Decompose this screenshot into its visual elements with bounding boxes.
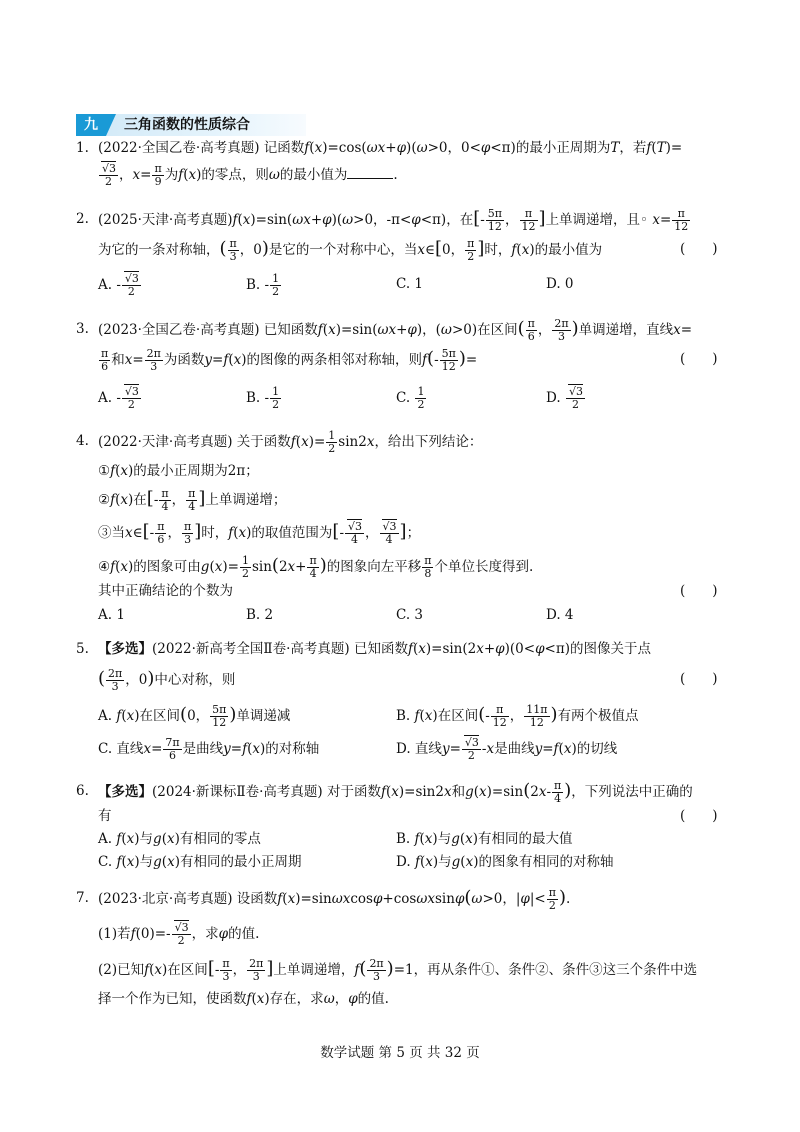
option-a[interactable]: A. f(x)在区间(0， $\frac{5\pi}{12}$ )单调递减 [98, 703, 291, 729]
question-text-line: ( $\frac{2\pi}{3}$ ，0)中心对称，则 [98, 667, 236, 693]
answer-parentheses[interactable]: ( ) [680, 351, 718, 367]
question-text-line: 有 [98, 808, 112, 824]
question-text-line: (2022·全国乙卷·高考真题) 记函数f(x)=cos(ωx+φ)(ω>0，0<φ<π)的最小正周期为T，若f(T)= [98, 140, 683, 156]
option-b[interactable]: B. 2 [246, 607, 274, 623]
option-b[interactable]: B. f(x)在区间(- $\frac{\pi}{12}$ ， $\frac{11\pi}{12}$ )有两个极值点 [396, 703, 639, 729]
question-text-line: 【多选】(2022·新高考全国Ⅱ卷·高考真题) 已知函数f(x)=sin(2x+φ)(0<φ<π)的图像关于点 [98, 641, 651, 657]
sub-question-2: (2)已知f(x)在区间[- $\frac{\pi}{3}$ ， $\frac{2\pi}{3}$ ]上单调递增，f( $\frac{2\pi}{3}$ )=1，再从条件①、条件②、条件③这三个条件中选 [98, 957, 698, 983]
sub-question-1: (1)若f(0)=- $\frac{√3}{2}$ ，求φ的值. [98, 921, 260, 947]
conclusion-4: ④f(x)的图象可由g(x)= $\frac{1}{2}$ sin(2x+ $\frac{\pi}{4}$ )的图象向左平移 $\frac{\pi}{8}$ 个单位长度得到. [98, 554, 534, 580]
option-d[interactable]: D. 0 [546, 276, 574, 292]
option-a[interactable]: A. - $\frac{√3}{2}$ [98, 272, 139, 298]
section-header [76, 114, 306, 136]
question-number: 3. [76, 321, 89, 337]
answer-parentheses[interactable]: ( ) [680, 808, 718, 824]
conclusion-3: ③当x∈[- $\frac{\pi}{6}$ ， $\frac{\pi}{3}$ ]时，f(x)的取值范围为[- $\frac{√3}{4}$ ， $\frac{√3}{4}$ ]； [98, 520, 421, 546]
question-number: 6. [76, 783, 89, 799]
option-d[interactable]: D. 直线y= $\frac{√3}{2}$ -x是曲线y=f(x)的切线 [396, 736, 618, 762]
question-text-line: (2025·天津·高考真题)f(x)=sin(ωx+φ)(ω>0，-π<φ<π)，在[- $\frac{5\pi}{12}$ ， $\frac{\pi}{12}$ ]上单调递增，且◦ x= $\frac{\pi}{12}$ [98, 207, 689, 233]
question-source: (2022·天津·高考真题) [98, 434, 233, 450]
option-a[interactable]: A. - $\frac{√3}{2}$ [98, 385, 139, 411]
option-a[interactable]: A. 1 [98, 607, 125, 623]
question-source: (2023·全国乙卷·高考真题) [98, 322, 260, 338]
answer-parentheses[interactable]: ( ) [680, 671, 718, 687]
sub-question-2-cont: 择一个作为已知，使函数f(x)存在，求ω，φ的值. [98, 991, 389, 1007]
question-number: 5. [76, 641, 89, 657]
option-a[interactable]: A. f(x)与g(x)有相同的零点 [98, 831, 261, 847]
option-d[interactable]: D. 4 [546, 607, 574, 623]
page-footer: 数学试题 第 5 页 共 32 页 [320, 1045, 480, 1061]
option-c[interactable]: C. f(x)与g(x)有相同的最小正周期 [98, 854, 302, 870]
answer-parentheses[interactable]: ( ) [680, 583, 718, 599]
question-source: (2025·天津·高考真题) [98, 212, 233, 228]
question-source: (2023·北京·高考真题) [98, 891, 233, 907]
option-b[interactable]: B. - $\frac{1}{2}$ [246, 272, 280, 298]
option-d[interactable]: D. f(x)与g(x)的图象有相同的对称轴 [396, 854, 614, 870]
section-number: 九 [76, 114, 106, 136]
conclusion-2: ②f(x)在[- $\frac{\pi}{4}$ ， $\frac{\pi}{4}$ ]上单调递增； [98, 487, 287, 513]
question-text-line: 【多选】(2024·新课标Ⅱ卷·高考真题) 对于函数f(x)=sin2x和g(x)=sin(2x- $\frac{\pi}{4}$ )，下列说法中正确的 [98, 779, 693, 805]
multi-select-tag: 【多选】 [98, 784, 152, 800]
answer-parentheses[interactable]: ( ) [680, 241, 718, 257]
question-text-line: (2023·全国乙卷·高考真题) 已知函数f(x)=sin(ωx+φ)，(ω>0)在区间( $\frac{\pi}{6}$ ， $\frac{2\pi}{3}$ )单调递增，直线x= [98, 317, 693, 343]
option-c[interactable]: C. 直线x= $\frac{7\pi}{6}$ 是曲线y=f(x)的对称轴 [98, 736, 320, 762]
option-b[interactable]: B. - $\frac{1}{2}$ [246, 385, 280, 411]
question-source: (2022·全国乙卷·高考真题) [98, 140, 260, 156]
section-ribbon-notch [106, 114, 116, 136]
option-b[interactable]: B. f(x)与g(x)有相同的最大值 [396, 831, 573, 847]
option-c[interactable]: C. 3 [396, 607, 424, 623]
answer-blank[interactable] [347, 164, 393, 179]
question-source: (2024·新课标Ⅱ卷·高考真题) [152, 784, 323, 800]
option-c[interactable]: C. 1 [396, 276, 424, 292]
multi-select-tag: 【多选】 [98, 641, 152, 657]
section-title: 三角函数的性质综合 [124, 117, 250, 133]
question-text-line: (2023·北京·高考真题) 设函数f(x)=sinωxcosφ+cosωxsinφ(ω>0，|φ|< $\frac{\pi}{2}$ ). [98, 886, 571, 912]
question-text-line: (2022·天津·高考真题) 关于函数f(x)= $\frac{1}{2}$ sin2x，给出下列结论： [98, 429, 483, 455]
question-number: 7. [76, 890, 89, 906]
question-number: 4. [76, 433, 89, 449]
question-number: 2. [76, 211, 89, 227]
option-c[interactable]: C. $\frac{1}{2}$ [396, 385, 425, 411]
question-text-line: 为它的一条对称轴，( $\frac{\pi}{3}$ ，0)是它的一个对称中心，当x∈[0， $\frac{\pi}{2}$ ]时，f(x)的最小值为 [98, 237, 603, 263]
question-text-line: 其中正确结论的个数为 [98, 583, 233, 599]
question-number: 1. [76, 140, 89, 156]
option-d[interactable]: D. $\frac{√3}{2}$ [546, 385, 583, 411]
question-source: (2022·新高考全国Ⅱ卷·高考真题) [152, 641, 350, 657]
question-text-line: $\frac{√3}{2}$ ，x= $\frac{\pi}{9}$ 为f(x)的零点，则ω的最小值为 . [98, 163, 398, 188]
question-text-line: $\frac{\pi}{6}$ 和x= $\frac{2\pi}{3}$ 为函数y=f(x)的图像的两条相邻对称轴，则f(- $\frac{5\pi}{12}$ )= [101, 347, 478, 373]
conclusion-1: ①f(x)的最小正周期为2π； [98, 463, 259, 479]
